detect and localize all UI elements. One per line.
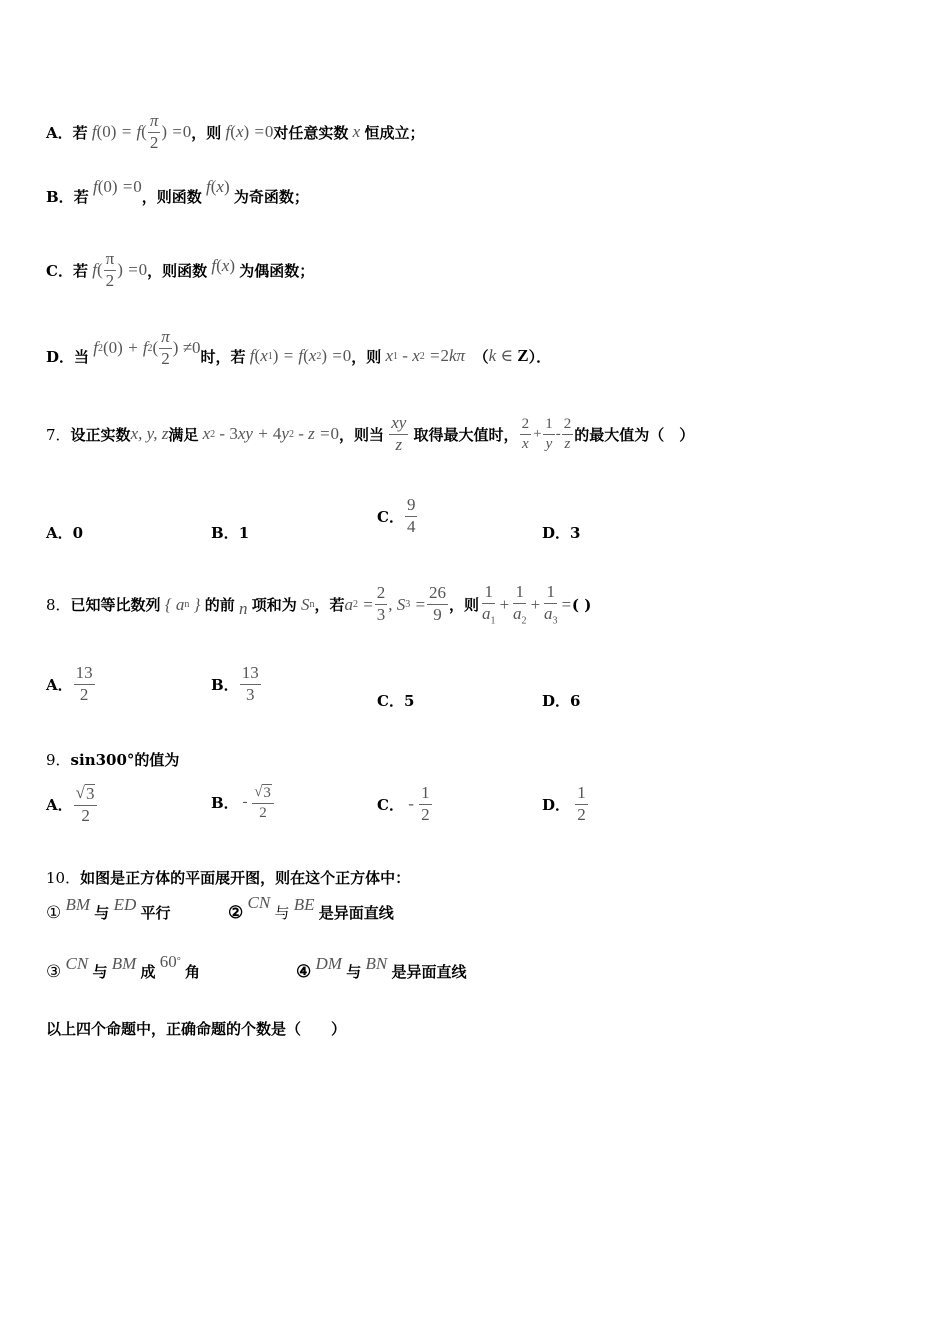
math-variable: 60 ° [155,951,181,971]
question-text: 以上四个命题中，正确命题的个数是（ ） [46,1020,347,1038]
math-fraction: - $\frac{1}{2}$ [403,783,430,824]
question-text: 满足 [168,425,199,444]
option-label: B． [211,794,239,812]
question-8 [46,583,591,626]
question-number: 9． [46,751,71,769]
option-label: A． [46,675,73,694]
statement-text: 与 [274,904,290,922]
question-text: 项和为 [251,596,297,615]
statement-text: 与 [94,904,110,922]
q8-option-d [542,690,580,711]
math-fraction: - √ 3 2 [239,784,275,821]
option-value: 1 [238,524,250,542]
q8-option-c [377,690,414,711]
option-label: D． [542,795,571,814]
math-formula: x, y, z [130,424,169,444]
question-text: ( ) [571,595,592,614]
option-label: D． [542,692,571,710]
option-label: D． [46,347,75,366]
q7-option-d [542,522,580,543]
q9-option-c [377,784,433,824]
option-text: ，则 [351,347,382,366]
option-label: B． [211,675,239,694]
option-text: 为偶函数； [239,261,315,280]
q10-statement-3 [46,951,201,982]
option-label: C． [377,795,404,814]
math-variable: n [234,598,252,618]
question-9 [46,749,179,770]
question-text: 已知等比数列 [70,596,161,615]
question-text: 设正实数 [70,425,131,444]
statement-text: 角 [185,963,201,981]
q7-option-a [46,522,83,543]
option-label: A． [46,524,73,542]
option-text: 恒成立； [364,123,425,142]
option-label: C． [377,692,404,710]
q6-option-a [46,112,424,152]
math-fraction: $\frac{13}{2}$ [75,663,93,704]
option-text: 若 [72,123,88,142]
math-formula: f (0) = f ( $\frac{\pi}{2}$ ) = 0 [87,111,192,152]
math-variable: CN [61,953,93,973]
math-formula: { a n } [160,594,205,614]
math-formula: $\frac{1}{a_1}$ + $\frac{1}{a_2}$ + $\frac{1}{a_3}$ = [481,582,572,627]
math-variable: ED [109,894,141,914]
option-text: 为奇函数； [233,188,309,206]
q10-statement-4 [296,953,467,982]
math-formula: f ( x ) [207,256,236,276]
math-fraction: √ 3 2 [73,784,99,825]
statement-text: 成 [140,963,156,981]
math-variable: x [348,122,365,142]
math-formula: $\frac{2}{x}$ + $\frac{1}{y}$ - $\frac{2}{z}$ [521,416,572,452]
question-text: ，则当 [338,425,384,444]
option-value: 3 [570,524,581,542]
math-formula: f 2 (0) + f 2 ( $\frac{\pi}{2}$ ) ≠ 0 [89,327,201,368]
q10-statement-1 [46,894,171,923]
q9-option-d [542,784,589,824]
option-text: （ [473,347,489,366]
math-variable: CN [243,892,275,912]
option-label: C． [377,507,404,526]
math-variable: S n [296,594,315,614]
statement-text: 平行 [140,904,171,922]
q7-option-c [377,496,418,536]
math-fraction: $\frac{9}{4}$ [406,495,416,536]
statement-mark: ① [46,902,62,923]
option-value: 0 [72,524,84,542]
question-text: ，则 [448,596,479,615]
question-7 [46,414,694,454]
math-variable: BE [289,894,319,914]
math-variable: DM [311,953,347,973]
statement-text: 是异面直线 [391,963,467,981]
option-label: A． [46,123,73,142]
option-text: ）． [528,347,552,366]
option-text: 对任意实数 [273,123,349,142]
q10-statement-2 [228,892,394,923]
statement-text: 与 [346,963,362,981]
question-text: sin300°的值为 [70,751,180,769]
math-fraction: $\frac{13}{3}$ [241,663,259,704]
question-text: ，若 [314,596,345,615]
q9-option-b [211,784,275,821]
option-text: 若 [72,261,88,280]
question-number: 10． [46,869,81,887]
statement-mark: ② [228,902,244,923]
math-variable: BN [361,953,392,973]
question-text: 的前 [204,596,235,615]
question-text: 取得最大值时， [413,425,519,444]
math-formula: x 2 - 3 xy + 4 y 2 - z = 0 [198,424,339,444]
q9-option-a [46,784,98,825]
math-formula: f ( $\frac{\pi}{2}$ ) = 0 [87,249,148,290]
math-formula: x 1 - x 2 = 2 kπ [381,346,474,366]
option-value: 6 [570,692,581,710]
statement-text: 是异面直线 [318,904,394,922]
math-formula: f ( x ) [201,176,230,196]
q6-option-b [46,176,309,207]
option-text: 当 [74,347,90,366]
option-label: B． [46,188,74,206]
question-number: 8． [46,596,71,615]
math-formula: a 2 = $\frac{2}{3}$ , S 3 = $\frac{26}{9}$ [344,583,446,625]
option-text: 若 [73,188,89,206]
q10-footer [46,1018,346,1039]
option-text: ，则 [191,123,222,142]
math-variable: BM [107,953,141,973]
math-formula: f ( x 1 ) = f ( x 2 ) = 0 [245,346,352,366]
option-label: D． [542,524,571,542]
math-formula: f (0) = 0 [88,176,142,196]
statement-mark: ③ [46,961,62,982]
statement-mark: ④ [296,961,312,982]
question-10 [46,867,410,888]
q6-option-d [46,327,552,376]
math-formula: k ∈ Z [488,346,529,366]
question-text: 如图是正方体的平面展开图，则在这个正方体中： [80,869,411,887]
math-fraction: $\frac{1}{2}$ [577,783,586,824]
option-label: C． [46,261,73,280]
math-variable: BM [61,894,95,914]
option-text: ，则函数 [147,261,208,280]
q8-option-b [211,664,262,704]
option-label: A． [46,796,73,815]
q8-option-a [46,664,96,704]
math-formula: $\frac{xy}{z}$ [391,413,407,454]
option-text: 时，若 [200,347,246,366]
question-text: 的最大值为（ ） [574,425,695,444]
option-value: 5 [403,692,415,710]
option-label: B． [211,524,239,542]
statement-text: 与 [92,963,108,981]
math-formula: f ( x ) = 0 [221,122,274,142]
option-text: ，则函数 [141,188,202,206]
question-number: 7． [46,425,71,444]
q6-option-c [46,250,314,290]
q7-option-b [211,522,249,543]
